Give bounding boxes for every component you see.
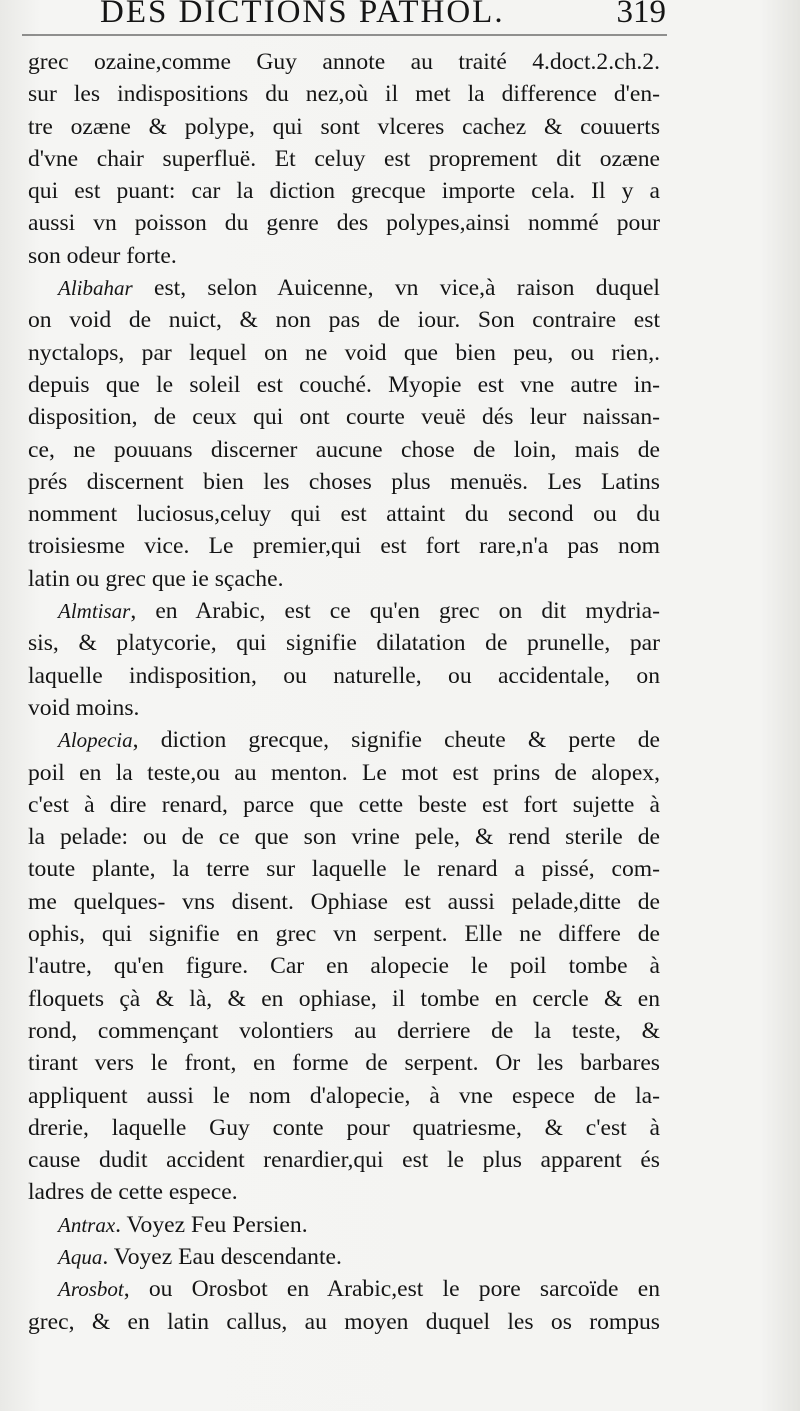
line-text: tirant vers le front, en forme de serpent. Or les barbares	[28, 1050, 660, 1077]
entry-headword: Aqua	[58, 1244, 103, 1269]
text-body	[28, 46, 660, 1338]
text-line	[28, 1047, 660, 1079]
entry-headword: Almtisar	[58, 599, 131, 624]
text-line	[28, 821, 660, 853]
text-line	[28, 1015, 660, 1047]
page-number: 319	[616, 0, 666, 30]
text-line	[28, 143, 660, 175]
line-text: ce, ne pouuans discerner aucune chose de loin, mais de	[28, 436, 660, 463]
line-text: poil en la teste,ou au menton. Le mot est prins de alopex,	[28, 759, 660, 786]
text-line	[28, 563, 660, 595]
running-title: DES DICTIONS PATHOL.	[100, 0, 505, 30]
text-line	[28, 466, 660, 498]
line-text: la pelade: ou de ce que son vrine pele, & rend sterile de	[28, 824, 660, 851]
entry-headword: Alibahar	[58, 276, 133, 301]
line-text: disposition, de ceux qui ont courte veuë dés leur naissan-	[28, 404, 660, 431]
text-line	[28, 1176, 660, 1208]
text-line	[28, 757, 660, 789]
line-text: qui est puant: car la diction grecque importe cela. Il y a	[28, 178, 660, 205]
entry-headword: Antrax	[58, 1212, 116, 1237]
line-text: tre ozæne & polype, qui sont vlceres cachez & couuerts	[28, 113, 660, 140]
text-line	[28, 207, 660, 239]
line-text: son odeur forte.	[28, 242, 177, 269]
entry-headword: Alopecia	[58, 728, 133, 753]
text-line	[28, 692, 660, 724]
line-text: me quelques- vns disent. Ophiase est aussi pelade,ditte de	[28, 888, 660, 915]
line-text: cause dudit accident renardier,qui est le plus apparent és	[28, 1147, 660, 1174]
line-text: , ou Orosbot en Arabic,est le pore sarcoïde en	[123, 1276, 660, 1303]
text-line	[28, 434, 660, 466]
text-line	[28, 918, 660, 950]
entry-headword: Arosbot	[58, 1277, 124, 1302]
line-text: void moins.	[28, 694, 140, 721]
text-line	[28, 369, 660, 401]
line-text: l'autre, qu'en figure. Car en alopecie le poil tombe à	[28, 953, 660, 980]
text-line	[28, 983, 660, 1015]
text-line	[28, 1241, 660, 1273]
text-line	[28, 1112, 660, 1144]
text-line	[28, 950, 660, 982]
line-text: . Voyez Eau descendante.	[102, 1243, 342, 1270]
text-line	[28, 498, 660, 530]
text-line	[28, 1273, 660, 1305]
text-line	[28, 1080, 660, 1112]
page-header	[100, 0, 666, 34]
text-line	[28, 660, 660, 692]
line-text: rond, commençant volontiers au derriere de la teste, &	[28, 1017, 660, 1044]
line-text: on void de nuict, & non pas de iour. Son contraire est	[28, 307, 660, 334]
line-text: appliquent aussi le nom d'alopecie, à vne espece de la-	[28, 1082, 660, 1109]
text-line	[28, 530, 660, 562]
text-line	[28, 627, 660, 659]
text-line	[28, 304, 660, 336]
line-text: d'vne chair superfluë. Et celuy est proprement dit ozæne	[28, 145, 660, 172]
text-line	[28, 853, 660, 885]
line-text: grec ozaine,comme Guy annote au traité 4.doct.2.ch.2.	[28, 49, 660, 75]
line-text: est, selon Auicenne, vn vice,à raison duquel	[132, 275, 660, 302]
text-line	[28, 175, 660, 207]
text-line	[28, 595, 660, 627]
text-line	[28, 337, 660, 369]
line-text: , en Arabic, est ce qu'en grec on dit mydria-	[130, 598, 660, 625]
line-text: prés discernent bien les choses plus menuës. Les Latins	[28, 468, 660, 495]
line-text: ophis, qui signifie en grec vn serpent. Elle ne differe de	[28, 921, 660, 948]
text-line	[28, 78, 660, 110]
line-text: , diction grecque, signifie cheute & perte de	[132, 727, 660, 754]
line-text: nomment luciosus,celuy qui est attaint du second ou du	[28, 501, 660, 528]
line-text: c'est à dire renard, parce que cette beste est fort sujette à	[28, 791, 660, 818]
line-text: troisiesme vice. Le premier,qui est fort rare,n'a pas nom	[28, 533, 660, 560]
text-line	[28, 886, 660, 918]
text-line	[28, 46, 660, 78]
line-text: toute plante, la terre sur laquelle le renard a pissé, com-	[28, 856, 660, 883]
line-text: depuis que le soleil est couché. Myopie est vne autre in-	[28, 371, 660, 398]
text-line	[28, 240, 660, 272]
header-rule	[22, 34, 667, 36]
text-line	[28, 1209, 660, 1241]
line-text: grec, & en latin callus, au moyen duquel les os rompus	[28, 1308, 660, 1335]
text-line	[28, 789, 660, 821]
line-text: floquets çà & là, & en ophiase, il tombe en cercle & en	[28, 985, 660, 1012]
line-text: sis, & platycorie, qui signifie dilatation de prunelle, par	[28, 630, 660, 657]
line-text: nyctalops, par lequel on ne void que bien peu, ou rien,.	[28, 339, 660, 366]
text-line	[28, 111, 660, 143]
text-line	[28, 401, 660, 433]
line-text: sur les indispositions du nez,où il met la difference d'en-	[28, 81, 660, 108]
line-text: drerie, laquelle Guy conte pour quatriesme, & c'est à	[28, 1114, 660, 1141]
text-line	[28, 1144, 660, 1176]
text-line	[28, 272, 660, 304]
line-text: . Voyez Feu Persien.	[115, 1211, 308, 1238]
text-line	[28, 1306, 660, 1338]
line-text: laquelle indisposition, ou naturelle, ou accidentale, on	[28, 662, 660, 689]
line-text: ladres de cette espece.	[28, 1179, 238, 1206]
line-text: latin ou grec que ie sçache.	[28, 565, 284, 592]
text-line	[28, 724, 660, 756]
line-text: aussi vn poisson du genre des polypes,ainsi nommé pour	[28, 210, 660, 237]
